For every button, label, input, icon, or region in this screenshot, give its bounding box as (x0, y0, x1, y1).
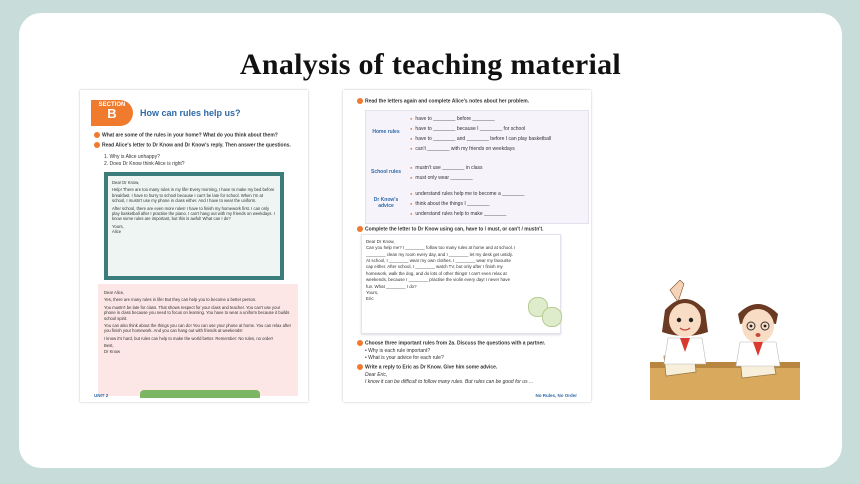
reply-paragraph: I know it's hard, but rules can help to make the world better. Remember: No rules, no order! (104, 335, 274, 341)
question-2c-sub2: • What is your advice for each rule? (365, 355, 444, 361)
reply-greeting: Dear Eric, (365, 372, 388, 378)
eric-body: Can you help me? I ________ follow too many rules at home and at school. I ________ clean my room every day, and I ________ let my desk get untidy. At school, I ________ wear my own clothes. I ________ wear my favourite cap either. After school, I ________ watch TV, but only after I finish my homework, walk the dog, and do lots of other things! I can't even relax at weekends, because I ________ practise the violin every day! I never have fun. What ________ I do? (366, 245, 516, 289)
letter-sign: Yours, (112, 223, 124, 229)
letter-greeting: Dear Dr Know, (112, 180, 140, 185)
dr-know-reply (98, 284, 298, 396)
page-footer: No Rules, No Order (535, 393, 577, 398)
girl-student (662, 280, 708, 364)
home-rule-item: ● have to ________ and ________ before I can play basketball (410, 136, 551, 142)
reply-starter: I know it can be difficult to follow many rules. But rules can be good for us ... (365, 379, 534, 385)
boy-student (736, 304, 780, 366)
reply-name: Dr Know (104, 348, 121, 354)
school-rules-row (370, 163, 584, 187)
eric-greeting: Dear Dr Know, (366, 239, 395, 244)
section-letter: B (107, 106, 117, 121)
page-footer: UNIT 2 (94, 393, 109, 398)
slide-title: Analysis of teaching material (239, 48, 622, 81)
alice-letter (104, 172, 284, 280)
advice-item: ● think about the things I ________ (410, 201, 489, 207)
eric-letter (361, 234, 561, 334)
textbook-page-right (343, 90, 591, 402)
number-badge (357, 364, 363, 370)
home-rule-item: ● can't ________ with my friends on weekdays (410, 146, 515, 152)
letter-body: Help! There are too many rules in my life! Every morning, I have to make my bed before breakfast. I have to hurry to school because I can't be late for school. When I'm at school, I mustn't use my phone in class either. And I have to wear the uniform. (112, 187, 275, 204)
question-2a: Read the letters again and complete Alice's notes about her problem. (357, 98, 582, 105)
school-rule-item: ● mustn't use ________ in class (410, 165, 483, 171)
question-1b: Read Alice's letter to Dr Know and Dr Know's reply. Then answer the questions. (94, 142, 299, 149)
eric-name: Eric (366, 296, 374, 302)
school-rules-label: School rules (370, 169, 401, 175)
grass-illustration (140, 390, 260, 398)
letter-name: Alice (112, 229, 122, 235)
reply-paragraph: You mustn't be late for class. That shows respect for your class and teacher. You can't use your phone in class because you need to focus on learning. You have to wear a uniform because it builds school spirit. (104, 304, 290, 321)
home-rule-item: ● have to ________ before ________ (410, 116, 495, 122)
reply-paragraph: Yes, there are many rules in life! But they can help you to become a better person. (104, 297, 257, 303)
question-1a: What are some of the rules in your home? What do you think about them? (94, 132, 299, 139)
advice-item: ● understand rules help to make ________ (410, 211, 506, 217)
question-2c: Choose three important rules from 2a. Discuss the questions with a partner. (357, 340, 582, 347)
section-badge (91, 100, 133, 126)
home-rules-row (370, 115, 584, 159)
number-badge (357, 340, 363, 346)
number-badge (94, 132, 100, 138)
number-badge (357, 226, 363, 232)
question-1b-sub1: 1. Why is Alice unhappy? (104, 154, 160, 160)
question-2d: Write a reply to Eric as Dr Know. Give him some advice. (357, 364, 582, 371)
textbook-page-left (80, 90, 308, 402)
question-1b-sub2: 2. Does Dr Know think Alice is right? (104, 161, 185, 167)
home-rules-label: Home rules (372, 129, 400, 135)
home-rule-item: ● have to ________ because I ________ for school (410, 126, 525, 132)
school-rule-item: ● must only wear ________ (410, 175, 473, 181)
flower-illustration (542, 307, 562, 327)
letter-body: After school, there are even more rules! I have to finish my homework first. I can only play basketball after I practise the piano. I can't hang out with my friends on weekdays. I know some rules are important, but this is awful! What can I do? (112, 205, 275, 222)
eric-sign: Yours, (366, 290, 379, 296)
reply-sign: Best, (104, 343, 114, 349)
students-illustration (650, 280, 800, 400)
advice-row (370, 189, 584, 221)
reply-paragraph: You can also think about the things you can do! You can use your phone at home. You can relax after you finish your homework. And you can hang out with friends at weekends! (104, 323, 292, 334)
number-badge (357, 98, 363, 104)
advice-label: Dr Know's advice (373, 197, 399, 209)
section-label: SECTION (98, 102, 126, 108)
reply-greeting: Dear Alice, (104, 290, 125, 295)
question-2b: Complete the letter to Dr Know using can, have to / must, or can't / mustn't. (357, 226, 582, 233)
section-title: How can rules help us? (140, 108, 241, 118)
question-2c-sub1: • Why is each rule important? (365, 348, 431, 354)
number-badge (94, 142, 100, 148)
advice-item: ● understand rules help me to become a ________ (410, 191, 524, 197)
notes-table (365, 110, 589, 224)
